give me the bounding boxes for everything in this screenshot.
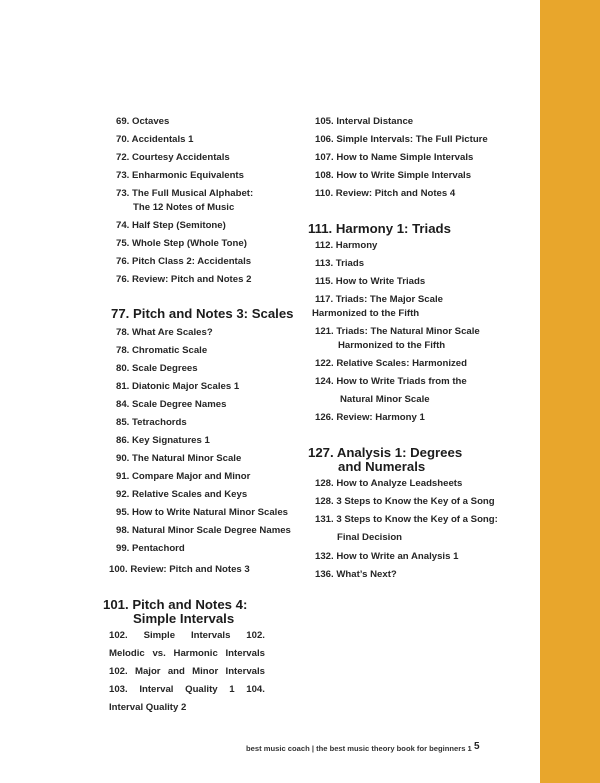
page-number: 5 (474, 741, 480, 752)
word: 102. (246, 630, 265, 641)
word: Major (134, 666, 161, 677)
toc-entry[interactable]: 117. Triads: The Major Scale (315, 294, 443, 305)
toc-entry[interactable]: 115. How to Write Triads (315, 276, 426, 287)
word: Simple (143, 630, 176, 641)
toc-entry[interactable]: 105. Interval Distance (315, 116, 414, 127)
word: Quality (185, 684, 218, 695)
toc-entry[interactable]: 100. Review: Pitch and Notes 3 (109, 564, 250, 575)
word: Intervals (190, 630, 231, 641)
toc-entry[interactable]: 91. Compare Major and Minor (116, 471, 251, 482)
toc-entry[interactable]: 69. Octaves (116, 116, 170, 127)
toc-entry[interactable]: 126. Review: Harmony 1 (315, 412, 425, 423)
toc-entry-continued[interactable]: Interval Quality 2 (109, 702, 187, 713)
toc-entry[interactable]: 107. How to Name Simple Intervals (315, 152, 474, 163)
section-heading[interactable]: 77. Pitch and Notes 3: Scales (111, 306, 294, 321)
toc-entry[interactable]: 131. 3 Steps to Know the Key of a Song: (315, 514, 498, 525)
toc-entry[interactable]: 73. The Full Musical Alphabet: (116, 188, 254, 199)
toc-entry[interactable]: 84. Scale Degree Names (116, 399, 227, 410)
word: Minor (192, 666, 219, 677)
word: 104. (246, 684, 265, 695)
toc-entry-continued[interactable]: Harmonized to the Fifth (338, 340, 446, 351)
toc-entry[interactable]: 86. Key Signatures 1 (116, 435, 210, 446)
word: Melodic (109, 648, 145, 659)
toc-entry[interactable]: 113. Triads (315, 258, 365, 269)
toc-entry[interactable]: 112. Harmony (315, 240, 378, 251)
toc-entry[interactable]: 92. Relative Scales and Keys (116, 489, 248, 500)
word: 102. (109, 630, 128, 641)
toc-entry[interactable]: 76. Review: Pitch and Notes 2 (116, 274, 252, 285)
toc-entry[interactable]: 78. Chromatic Scale (116, 345, 208, 356)
word: 103. (109, 684, 128, 695)
toc-entry[interactable]: 80. Scale Degrees (116, 363, 198, 374)
toc-entry[interactable]: 98. Natural Minor Scale Degree Names (116, 525, 291, 536)
toc-entry[interactable]: 108. How to Write Simple Intervals (315, 170, 472, 181)
toc-entry[interactable]: 122. Relative Scales: Harmonized (315, 358, 467, 369)
toc-entry[interactable]: 110. Review: Pitch and Notes 4 (315, 188, 456, 199)
toc-entry[interactable]: 124. How to Write Triads from the (315, 376, 467, 387)
toc-entry[interactable]: 95. How to Write Natural Minor Scales (116, 507, 289, 518)
toc-entry[interactable]: 81. Diatonic Major Scales 1 (116, 381, 240, 392)
toc-entry-continued[interactable]: Natural Minor Scale (340, 394, 430, 405)
toc-entry[interactable]: 70. Accidentals 1 (116, 134, 194, 145)
toc-entry[interactable]: 85. Tetrachords (116, 417, 187, 428)
toc-entry[interactable]: 74. Half Step (Semitone) (116, 220, 226, 231)
word: Intervals (225, 648, 265, 659)
section-heading[interactable]: 111. Harmony 1: Triads (308, 221, 451, 236)
toc-entry[interactable]: 78. What Are Scales? (116, 327, 213, 338)
section-heading-continued[interactable]: and Numerals (338, 459, 426, 474)
toc-entry[interactable]: 128. 3 Steps to Know the Key of a Song (315, 496, 495, 507)
word: Intervals (225, 666, 265, 677)
word: Harmonic (173, 648, 218, 659)
toc-entry[interactable]: 76. Pitch Class 2: Accidentals (116, 256, 252, 267)
toc-entry[interactable]: 72. Courtesy Accidentals (116, 152, 230, 163)
toc-entry[interactable]: 73. Enharmonic Equivalents (116, 170, 244, 181)
toc-entry-continued[interactable]: Final Decision (337, 532, 403, 543)
word: Interval (139, 684, 174, 695)
toc-entry[interactable]: 106. Simple Intervals: The Full Picture (315, 134, 488, 145)
word: and (167, 666, 185, 677)
toc-entry[interactable]: 128. How to Analyze Leadsheets (315, 478, 463, 489)
toc-entry[interactable]: 121. Triads: The Natural Minor Scale (315, 326, 480, 337)
toc-entry[interactable]: 75. Whole Step (Whole Tone) (116, 238, 247, 249)
toc-entry-continued[interactable]: The 12 Notes of Music (133, 202, 235, 213)
toc-entry[interactable]: 99. Pentachord (116, 543, 185, 554)
section-heading-continued[interactable]: Simple Intervals (133, 611, 235, 626)
section-heading[interactable]: 127. Analysis 1: Degrees (308, 445, 463, 460)
word: 1 (229, 684, 235, 695)
toc-entry[interactable]: 90. The Natural Minor Scale (116, 453, 242, 464)
toc-entry[interactable]: 132. How to Write an Analysis 1 (315, 551, 459, 562)
footer-text: best music coach | the best music theory book for beginners 1 (246, 744, 472, 753)
word: 102. (109, 666, 128, 677)
toc-entry[interactable]: 136. What’s Next? (315, 569, 397, 580)
word: vs. (152, 648, 166, 659)
toc-entry-continued[interactable]: Harmonized to the Fifth (312, 308, 420, 319)
section-heading[interactable]: 101. Pitch and Notes 4: (103, 597, 248, 612)
